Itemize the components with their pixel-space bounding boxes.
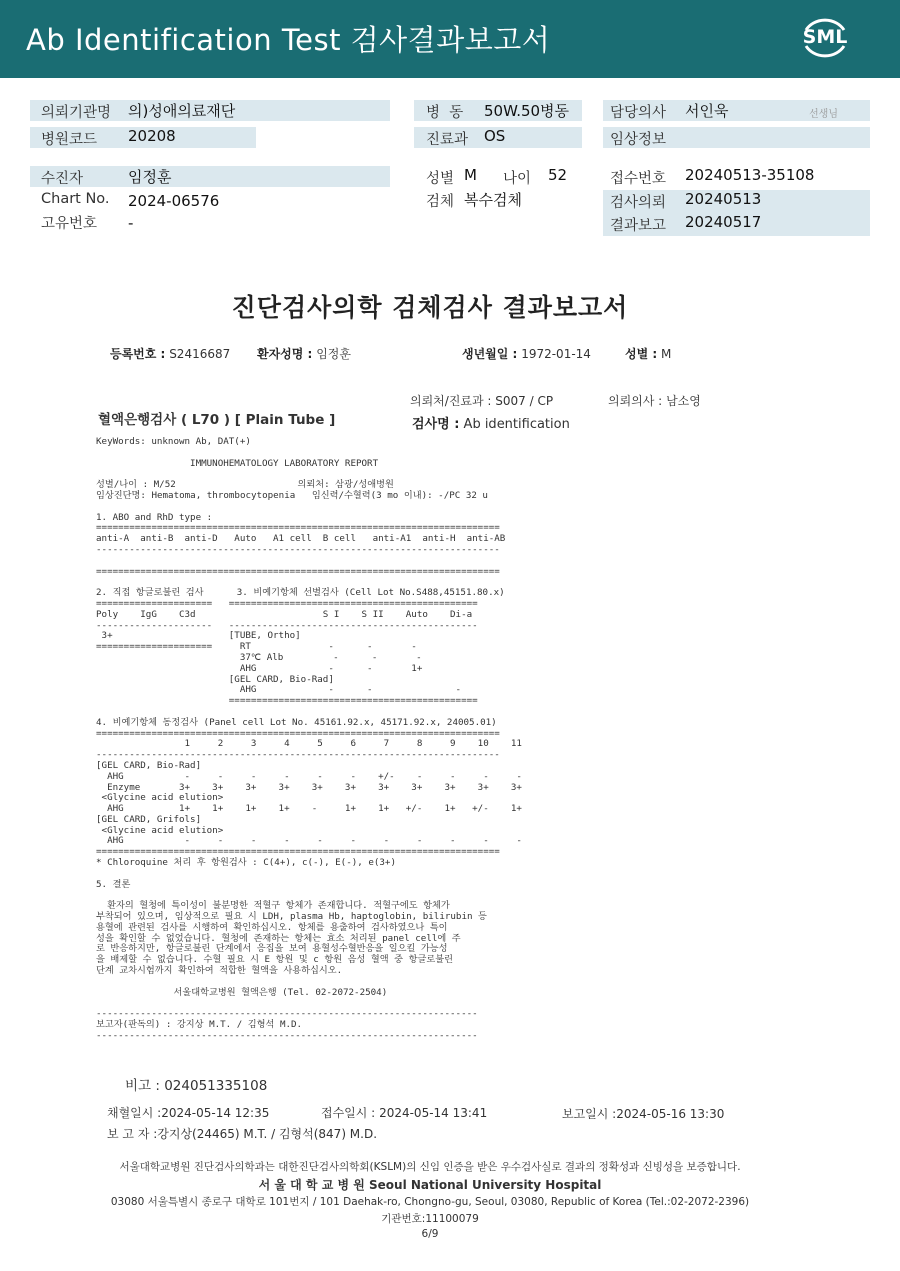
specimen-value: 복수검체	[464, 191, 522, 209]
document-title: 진단검사의학 검체검사 결과보고서	[231, 293, 629, 322]
receive-time: 접수일시 : 2024-05-14 13:41	[321, 1106, 488, 1120]
hospital-code-label: 병원코드	[41, 132, 98, 148]
dept-value: OS	[484, 127, 506, 145]
patient-label: 수진자	[41, 171, 84, 187]
unique-label: 고유번호	[41, 216, 98, 232]
doctor-value: 서인욱	[685, 102, 729, 120]
doctor-label: 담당의사	[610, 105, 667, 121]
patient-box	[30, 166, 390, 187]
specimen-label: 검체	[426, 194, 455, 210]
test-group: 혈액은행검사 ( L70 ) [ Plain Tube ]	[98, 412, 336, 428]
ward-value: 50W.50병동	[484, 102, 570, 120]
remark: 비고 : 024051335108	[125, 1078, 268, 1094]
doc-sex: 성별 : M	[625, 347, 672, 361]
requesting-doctor: 의뢰의사 : 남소영	[608, 394, 701, 408]
report-title: Ab Identification Test 검사결과보고서	[26, 23, 551, 57]
client-value: 의)성애의료재단	[128, 102, 236, 120]
sml-logo	[798, 14, 852, 62]
chart-value: 2024-06576	[128, 192, 220, 210]
dept-label: 진료과	[426, 132, 469, 148]
requesting-dept: 의뢰처/진료과 : S007 / CP	[410, 394, 554, 408]
patient-name: 환자성명 : 임정훈	[257, 347, 351, 361]
collect-time: 채혈일시 :2024-05-14 12:35	[107, 1106, 270, 1120]
age-value: 52	[548, 166, 568, 184]
lab-report-body: KeyWords: unknown Ab, DAT(+) IMMUNOHEMATOLOGY LABORATORY REPORT 성별/나이 : M/52 의뢰처: 삼광/성애병원 임상진단명: Hematoma, thrombocytopenia 임신력/수혈력(3 mo 이내): -/PC 32 u 1. ABO and RhD type : ========================================================================= anti-A anti-B anti-D Auto A1 cell B cell anti-A1 anti-H anti-AB ------------------------------------------------------------------------- ========================================================================= 2. 직접 항글로불린 검사 3. 비예기항체 선별검사 (Cell Lot No.S488,45151.80.x) ===================== ============================================= Poly IgG C3d S I S II Auto Di-a --------------------- --------------------------------------------- 3+ [TUBE, Ortho] ===================== RT - - - 37℃ Alb - - - AHG - - 1+ [GEL CARD, Bio-Rad] AHG - - - ============================================= 4. 비예기항체 동정검사 (Panel cell Lot No. 45161.92.x, 45171.92.x, 24005.01) ========================================================================= 1 2 3 4 5 6 7 8 9 10 11 ------------------------------------------------------------------------- [GEL CARD, Bio-Rad] AHG - - - - - - +/- - - - - Enzyme 3+ 3+ 3+ 3+ 3+ 3+ 3+ 3+ 3+ 3+ 3+ <Glycine acid elution> AHG 1+ 1+ 1+ 1+ - 1+ 1+ +/- 1+ +/- 1+ [GEL CARD, Grifols] <Glycine acid elution> AHG - - - - - - - - - - - ========================================================================= * Chloroquine 처리 후 항원검사 : C(4+), c(-), E(-), e(3+) 5. 결론 환자의 혈청에 특이성이 불분명한 적혈구 항체가 존재합니다. 적혈구에도 항체가 부착되어 있으며, 임상적으로 필요 시 LDH, plasma Hb, haptoglobin, bilirubin 등 용혈에 관련된 검사를 시행하여 확인하십시오. 항체를 용출하여 검사하였으나 특이 성을 확인할 수 없었습니다. 혈청에 존재하는 항체는 효소 처리된 panel cell에 주 로 반응하지만, 항글로불린 단계에서 응집을 보여 용혈성수혈반응을 일으킬 가능성 을 배제할 수 없습니다. 수혈 필요 시 E 항원 및 c 항원 음성 혈액 중 항글로불린 단계 교차시험까지 확인하여 적합한 혈액을 사용하십시오. 서울대학교병원 혈액은행 (Tel. 02-2072-2504) --------------------------------------------------------------------- 보고자(판독의) : 강지상 M.T. / 김형석 M.D. ---------------------------------------------------------------------	[96, 436, 522, 1041]
reg-number: 등록번호 : S2416687	[110, 347, 231, 361]
clinical-label: 임상정보	[610, 132, 667, 148]
hospital-code-value: 20208	[128, 127, 176, 145]
reporter: 보 고 자 :강지상(24465) M.T. / 김형석(847) M.D.	[107, 1127, 378, 1141]
hospital-name: 서 울 대 학 교 병 원 Seoul National University Hospital	[258, 1178, 602, 1192]
receipt-label: 접수번호	[610, 171, 667, 187]
report-date-value: 20240517	[685, 213, 762, 231]
report-date-label: 결과보고	[610, 218, 667, 234]
doctor-suffix: 선생님	[809, 109, 838, 120]
page-number: 6/9	[421, 1228, 439, 1240]
client-label: 의뢰기관명	[41, 105, 112, 121]
age-label: 나이	[503, 171, 532, 187]
hospital-address: 03080 서울특별시 종로구 대학로 101번지 / 101 Daehak-ro, Chongno-gu, Seoul, 03080, Republic of Korea (Tel.:02-2072-2396)	[110, 1196, 750, 1208]
birth-date: 생년월일 : 1972-01-14	[462, 347, 591, 361]
chart-label: Chart No.	[41, 191, 110, 207]
header-bar	[0, 0, 900, 78]
logo-text: SML	[802, 26, 848, 48]
receipt-value: 20240513-35108	[685, 166, 815, 184]
report-time: 보고일시 :2024-05-16 13:30	[562, 1107, 725, 1121]
unique-value: -	[128, 214, 134, 232]
sex-value: M	[464, 166, 477, 184]
institution-number: 기관번호:11100079	[381, 1213, 479, 1225]
sex-label: 성별	[426, 171, 455, 187]
patient-value: 임정훈	[128, 168, 172, 186]
test-name: 검사명 : Ab identification	[412, 417, 570, 432]
certification-text: 서울대학교병원 진단검사의학과는 대한진단검사의학회(KSLM)의 신임 인증을 받은 우수검사실로 결과의 정확성과 신빙성을 보증합니다.	[119, 1161, 741, 1173]
request-value: 20240513	[685, 190, 762, 208]
ward-label: 병 동	[426, 105, 464, 121]
request-label: 검사의뢰	[610, 195, 667, 211]
